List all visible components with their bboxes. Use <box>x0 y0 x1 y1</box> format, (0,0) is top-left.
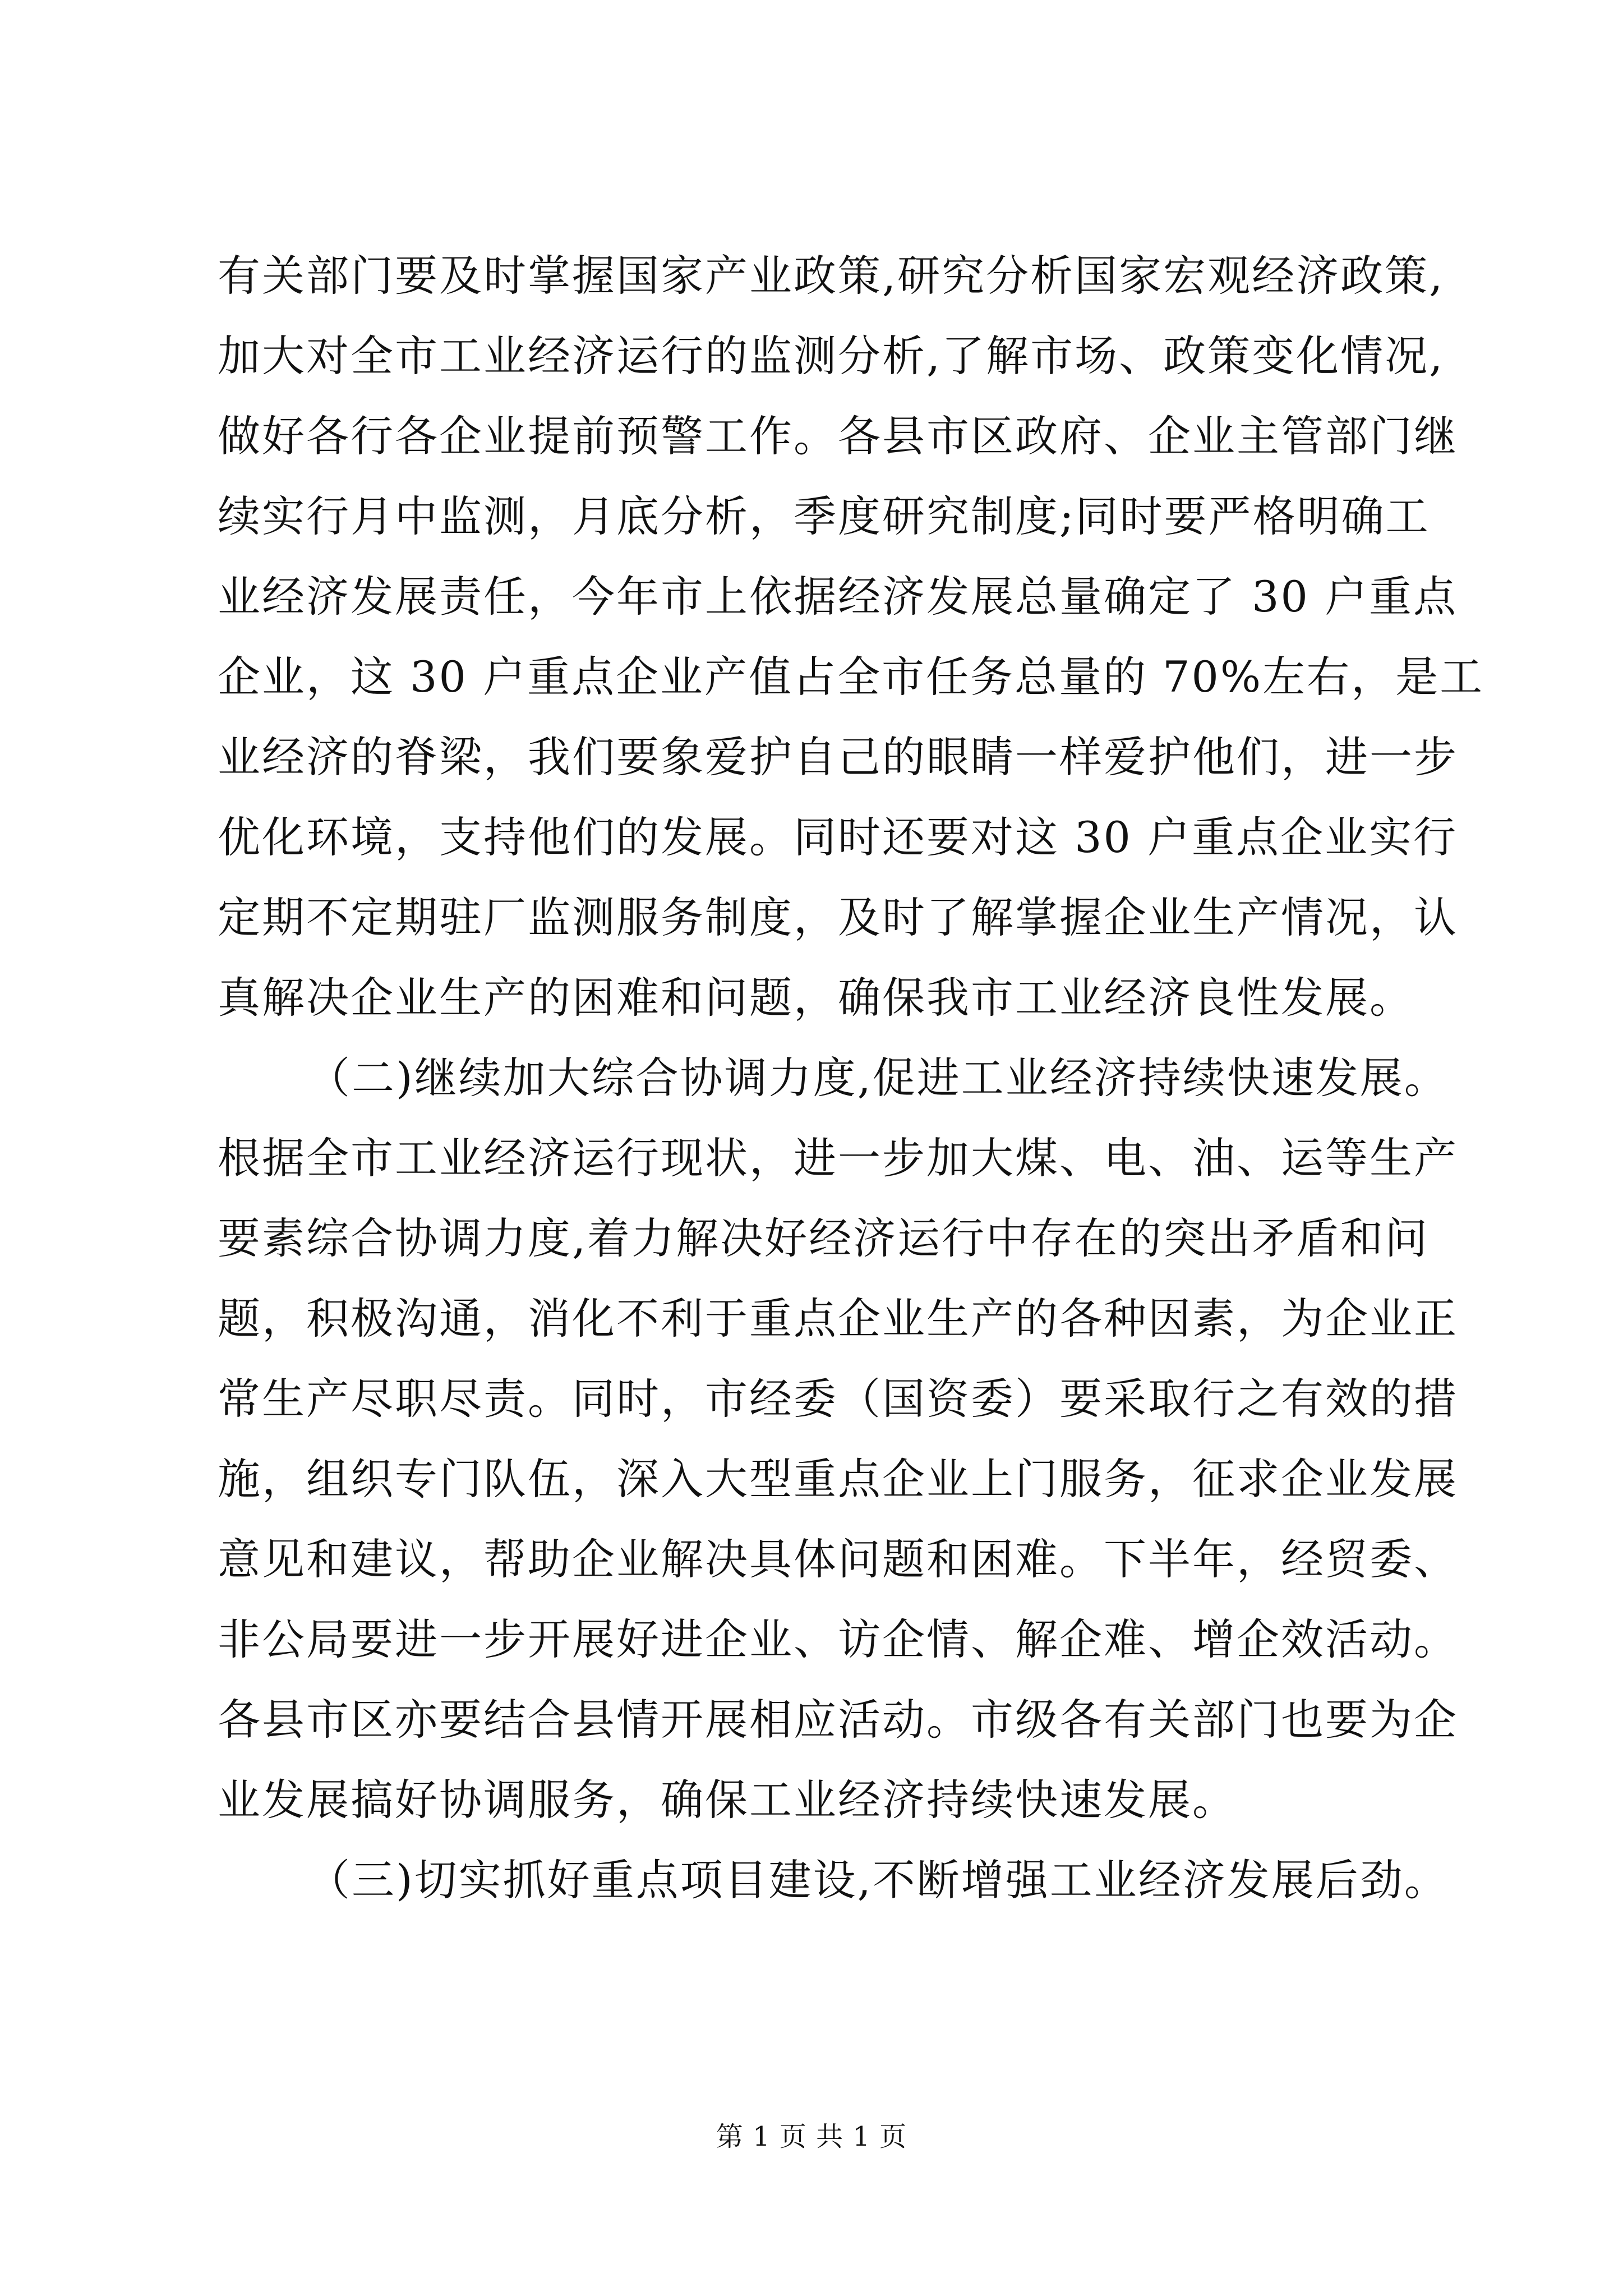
text-line: 做好各行各企业提前预警工作。各县市区政府、企业主管部门继 <box>218 411 1458 461</box>
text-line: 要素综合协调力度,着力解决好经济运行中存在的突出矛盾和问 <box>218 1213 1430 1263</box>
text-line: 企业，这 30 户重点企业产值占全市任务总量的 70%左右，是工 <box>218 652 1484 702</box>
text-line: 意见和建议，帮助企业解决具体问题和困难。下半年，经贸委、 <box>218 1534 1458 1584</box>
text-line: 续实行月中监测，月底分析，季度研究制度;同时要严格明确工 <box>218 491 1430 541</box>
text-line: 定期不定期驻厂监测服务制度，及时了解掌握企业生产情况，认 <box>218 892 1458 942</box>
text-line: 业发展搞好协调服务，确保工业经济持续快速发展。 <box>218 1775 1237 1825</box>
page-footer <box>0 2115 1623 2154</box>
text-line: 非公局要进一步开展好进企业、访企情、解企难、增企效活动。 <box>218 1614 1458 1664</box>
text-line: 各县市区亦要结合县情开展相应活动。市级各有关部门也要为企 <box>218 1695 1458 1745</box>
section-heading-2: （二)继续加大综合协调力度,促进工业经济持续快速发展。 <box>307 1053 1449 1103</box>
text-line: 根据全市工业经济运行现状，进一步加大煤、电、油、运等生产 <box>218 1133 1458 1183</box>
text-line: 业经济发展责任，今年市上依据经济发展总量确定了 30 户重点 <box>218 572 1458 622</box>
text-line: 常生产尽职尽责。同时，市经委（国资委）要采取行之有效的措 <box>218 1374 1458 1424</box>
text-line: 有关部门要及时掌握国家产业政策,研究分析国家宏观经济政策, <box>218 251 1445 301</box>
text-line: 真解决企业生产的困难和问题，确保我市工业经济良性发展。 <box>218 973 1414 1023</box>
text-line: 业经济的脊梁，我们要象爱护自己的眼睛一样爱护他们，进一步 <box>218 732 1458 782</box>
text-line: 加大对全市工业经济运行的监测分析,了解市场、政策变化情况, <box>218 331 1445 381</box>
page-number: 第 1 页 共 1 页 <box>716 2121 907 2152</box>
document-body <box>218 236 1484 1920</box>
text-line: 施，组织专门队伍，深入大型重点企业上门服务，征求企业发展 <box>218 1454 1458 1504</box>
section-heading-3: （三)切实抓好重点项目建设,不断增强工业经济发展后劲。 <box>307 1855 1449 1905</box>
text-line: 优化环境，支持他们的发展。同时还要对这 30 户重点企业实行 <box>218 812 1458 862</box>
text-line: 题，积极沟通，消化不利于重点企业生产的各种因素，为企业正 <box>218 1294 1458 1343</box>
